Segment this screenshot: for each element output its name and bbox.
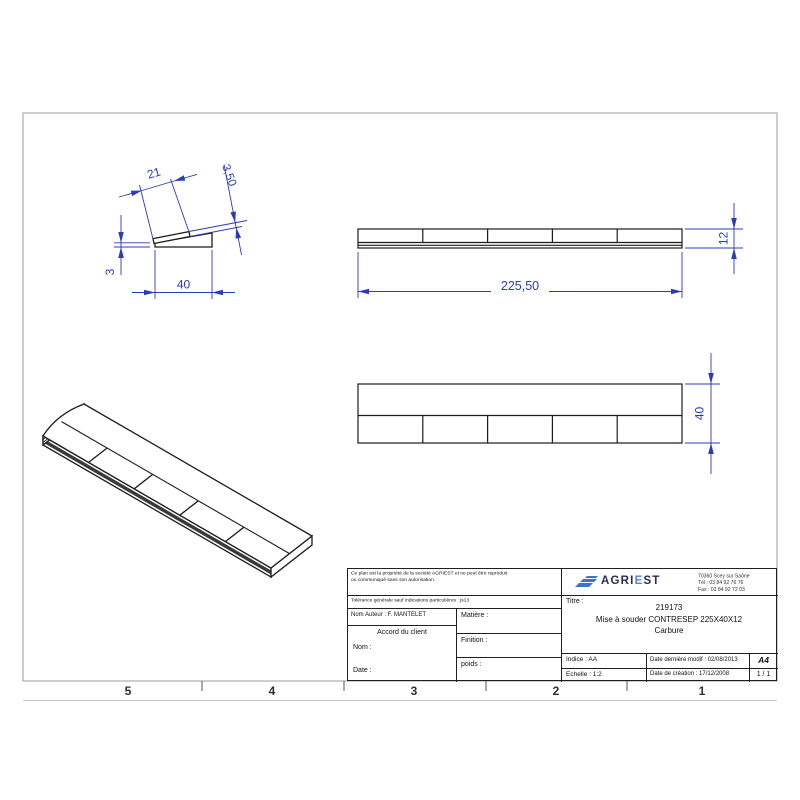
title-label: Titre : [566, 598, 584, 605]
client-name-label: Nom : [353, 644, 372, 651]
front-view-dimensions [358, 203, 743, 298]
dim-text-350: 3,50 [219, 162, 239, 189]
isometric-view [43, 404, 312, 577]
dim-text-12: 12 [716, 231, 731, 246]
zone-number-5: 5 [124, 684, 132, 698]
dim-text-21: 21 [145, 164, 163, 182]
weight-label: poids : [461, 661, 482, 668]
sheet-format: A4 [758, 655, 769, 665]
title-content [561, 602, 777, 637]
author-field: Nom Auteur : F. MANTELET [351, 612, 427, 618]
part-number: 219173 [655, 603, 683, 612]
client-date-label: Date : [353, 667, 372, 674]
part-name: Mise à souder CONTRESEP 225X40X12 [595, 614, 743, 624]
sheet-number: 1 / 1 [756, 670, 771, 678]
creation-date-field: Date de création : 17/12/2008 [650, 671, 730, 677]
zone-number-3: 3 [410, 684, 418, 698]
dim-text-3: 3 [103, 268, 117, 276]
zone-number-1: 1 [698, 684, 706, 698]
revision-field: Indice : AA [566, 656, 598, 663]
dim-text-40-plan: 40 [692, 406, 707, 421]
modified-date-field: Date dernière modif : 02/08/2013 [650, 656, 738, 663]
zone-number-2: 2 [552, 684, 560, 698]
agriest-logo-text: AGRIEST [601, 575, 661, 587]
plan-view-geometry [358, 384, 682, 443]
dim-text-40-base: 40 [176, 277, 191, 292]
zone-number-4: 4 [268, 684, 276, 698]
company-address: 70360 Scey sur Saône Tél : 03 84 92 76 76 Fax : 03 84 92 72 03 [698, 573, 750, 593]
scale-field: Echelle : 1:2 [566, 670, 602, 678]
part-material: Carbure [654, 626, 684, 635]
finish-label: Finition : [461, 637, 488, 644]
title-block [347, 568, 777, 681]
client-approval-label: Accord du client [377, 629, 427, 636]
material-label: Matière : [461, 612, 489, 619]
front-view-geometry [358, 229, 682, 248]
legal-notice: Ce plan est la propriété de la société AGRIEST et ne peut être reproduit ou communiqué sans son autorisation. [351, 571, 508, 583]
dim-text-22550: 225,50 [500, 279, 540, 293]
tolerance-note: Tolérance générale sauf indications particulières : js13 [351, 598, 470, 603]
agriest-logo-icon [574, 574, 598, 595]
